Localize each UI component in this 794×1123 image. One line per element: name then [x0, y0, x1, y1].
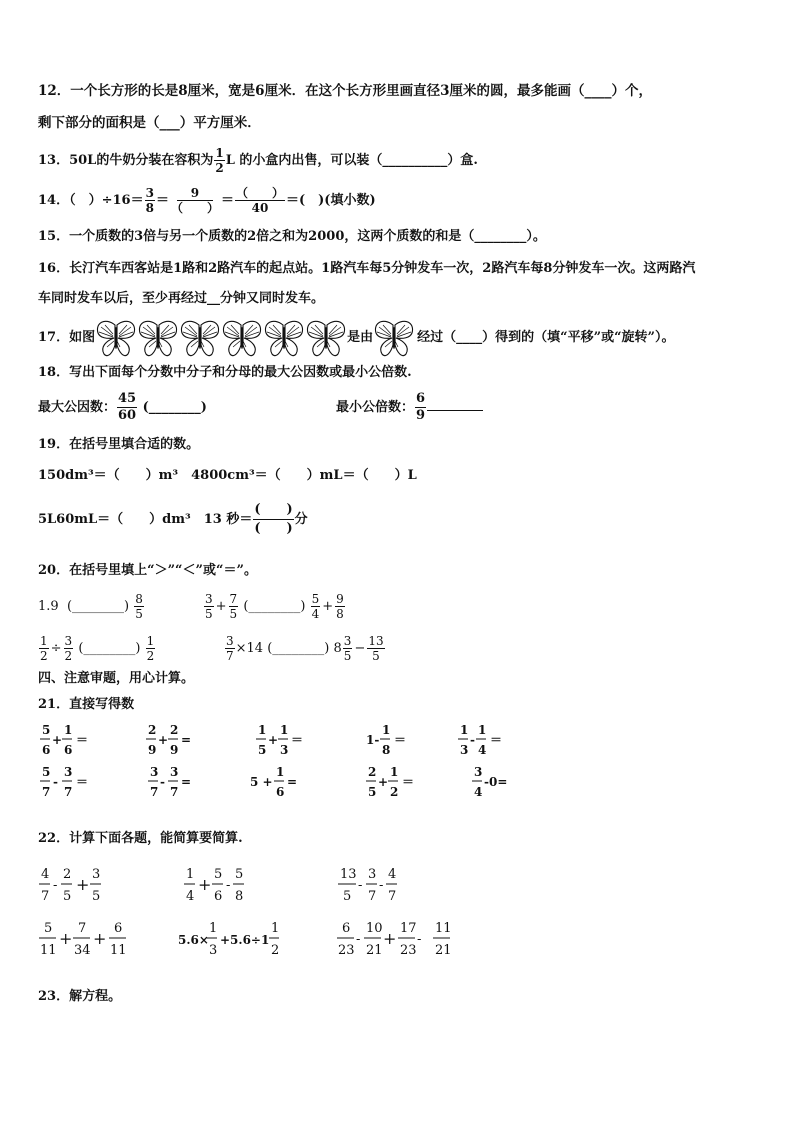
q20-row2-left: $\frac{1}{2}$ ÷ $\frac{3}{2}$ (________) 1 2 — [40, 633, 155, 663]
svg-text:1: 1 — [390, 765, 399, 779]
svg-text:+: + — [59, 929, 73, 948]
svg-text:7: 7 — [388, 889, 397, 904]
svg-text:34: 34 — [74, 943, 91, 958]
svg-text:7: 7 — [150, 785, 159, 799]
q20-row2-right: $\frac{3}{7}$ ×14 (________) 8 3 5 − $\frac{13}{5}$ — [226, 633, 384, 663]
svg-text:9: 9 — [148, 743, 157, 757]
svg-text:=: = — [287, 775, 298, 789]
svg-text:17: 17 — [400, 921, 417, 936]
svg-text:3: 3 — [150, 765, 159, 779]
svg-text:5: 5 — [92, 889, 101, 904]
svg-text:5.6×: 5.6× — [178, 933, 209, 947]
svg-text:+5.6÷1: +5.6÷1 — [220, 933, 270, 947]
svg-text:-: - — [417, 932, 422, 947]
svg-text:7: 7 — [64, 785, 73, 799]
svg-text:3: 3 — [368, 867, 377, 882]
svg-text:23: 23 — [400, 943, 417, 958]
svg-text:2: 2 — [390, 785, 399, 799]
q20-title: 20．在括号里填上“＞”“＜”或“＝”。 — [38, 563, 257, 578]
svg-text:3: 3 — [280, 743, 289, 757]
svg-text:11: 11 — [110, 943, 127, 958]
svg-text:3: 3 — [64, 765, 73, 779]
q12-line1: 12．一个长方形的长是8厘米，宽是6厘米．在这个长方形里画直径3厘米的圆，最多能画（____）个， — [38, 83, 652, 99]
svg-text:7: 7 — [42, 785, 51, 799]
svg-text:+: + — [76, 875, 90, 894]
q23-title: 23．解方程。 — [38, 989, 122, 1004]
butterfly-6 — [308, 321, 345, 355]
q16-line2: 车同时发车以后，至少再经过__分钟又同时发车。 — [38, 291, 325, 306]
svg-text:2: 2 — [368, 765, 377, 779]
svg-text:6: 6 — [114, 921, 123, 936]
svg-text:3: 3 — [92, 867, 101, 882]
svg-text:2: 2 — [271, 943, 280, 958]
q19-line2: 5L60mL＝（ ）dm³ 13 秒＝ ( ) ( ) 分 — [38, 502, 308, 536]
svg-text:7: 7 — [170, 785, 179, 799]
svg-text:5: 5 — [42, 723, 51, 737]
svg-text:＝: ＝ — [402, 775, 415, 789]
svg-text:6: 6 — [64, 743, 73, 757]
svg-text:5: 5 — [42, 765, 51, 779]
svg-text:1: 1 — [280, 723, 289, 737]
svg-text:5: 5 — [63, 889, 72, 904]
q21-expressions — [38, 718, 558, 806]
svg-text:1: 1 — [460, 723, 469, 737]
svg-text:6: 6 — [214, 889, 223, 904]
svg-text:6: 6 — [276, 785, 285, 799]
q13: 13．50L的牛奶分装在容积为 $\frac{1}{2}$ L 的小盒内出售，可以装（__________）盒. — [38, 146, 478, 175]
svg-text:4: 4 — [478, 743, 487, 757]
butterfly-single — [373, 318, 417, 358]
q22-expressions — [38, 862, 468, 962]
svg-text:4: 4 — [388, 867, 397, 882]
svg-text:8: 8 — [235, 889, 244, 904]
q22-title: 22．计算下面各题，能简算要简算. — [38, 831, 243, 846]
svg-text:-: - — [379, 878, 384, 893]
svg-text:+: + — [383, 929, 397, 948]
svg-text:-: - — [226, 878, 231, 893]
q19-line1: 150dm³＝（ ）m³ 4800cm³＝（ ）mL＝（ ）L — [38, 468, 417, 483]
svg-text:7: 7 — [41, 889, 50, 904]
svg-text:5: 5 — [368, 785, 377, 799]
svg-text:2: 2 — [170, 723, 179, 737]
svg-text:1: 1 — [478, 723, 487, 737]
section-4-title: 四、注意审题，用心计算。 — [38, 671, 195, 686]
svg-text:1: 1 — [209, 921, 218, 936]
svg-text:6: 6 — [342, 921, 351, 936]
svg-text:=: = — [181, 775, 192, 789]
svg-text:-: - — [160, 775, 165, 789]
svg-text:21: 21 — [435, 943, 452, 958]
svg-text:3: 3 — [474, 765, 483, 779]
q12-line2: 剩下部分的面积是（___）平方厘米． — [38, 115, 261, 131]
svg-text:7: 7 — [368, 889, 377, 904]
butterfly-5 — [266, 321, 303, 355]
svg-text:1: 1 — [258, 723, 267, 737]
svg-text:4: 4 — [186, 889, 195, 904]
svg-text:＝: ＝ — [394, 733, 407, 747]
svg-text:＝: ＝ — [76, 733, 89, 747]
svg-text:1: 1 — [276, 765, 285, 779]
svg-text:+: + — [198, 875, 212, 894]
svg-text:-: - — [53, 878, 58, 893]
butterfly-2 — [140, 321, 177, 355]
svg-text:5: 5 — [343, 889, 352, 904]
butterfly-row — [95, 318, 347, 358]
svg-text:7: 7 — [78, 921, 87, 936]
svg-text:2: 2 — [148, 723, 157, 737]
svg-text:2: 2 — [63, 867, 72, 882]
svg-text:＝: ＝ — [291, 733, 304, 747]
svg-text:-: - — [356, 932, 361, 947]
q14: 14．（ ）÷16＝ $\frac{3}{8}$ ＝ 9 （ ） ＝ （ ） 40 ＝( )(填小数) — [38, 186, 376, 215]
svg-text:11: 11 — [435, 921, 452, 936]
svg-text:3: 3 — [460, 743, 469, 757]
svg-text:+: + — [268, 733, 279, 747]
q18-title: 18．写出下面每个分数中分子和分母的最大公因数或最小公倍数. — [38, 365, 412, 380]
svg-text:-0=: -0= — [484, 775, 508, 789]
svg-text:5: 5 — [214, 867, 223, 882]
svg-text:1: 1 — [186, 867, 195, 882]
svg-text:＝: ＝ — [76, 775, 89, 789]
svg-text:4: 4 — [41, 867, 50, 882]
svg-text:1: 1 — [271, 921, 280, 936]
butterfly-3 — [182, 321, 219, 355]
svg-text:5: 5 — [258, 743, 267, 757]
q16-line1: 16．长汀汽车西客站是1路和2路汽车的起点站。1路汽车每5分钟发车一次，2路汽车每8分钟发车一次。这两路汽 — [38, 261, 696, 276]
q17: 17．如图 是由 经过（____）得到的（填“平移”或“旋转”）。 — [38, 318, 675, 358]
svg-text:3: 3 — [209, 943, 218, 958]
svg-text:11: 11 — [40, 943, 57, 958]
svg-text:-: - — [53, 775, 58, 789]
svg-text:+: + — [158, 733, 169, 747]
svg-text:=: = — [181, 733, 192, 747]
svg-text:13: 13 — [340, 867, 357, 882]
svg-text:1: 1 — [64, 723, 73, 737]
svg-text:+: + — [378, 775, 389, 789]
svg-text:23: 23 — [338, 943, 355, 958]
svg-text:21: 21 — [366, 943, 383, 958]
svg-text:+: + — [52, 733, 63, 747]
butterfly-4 — [224, 321, 261, 355]
butterfly-1 — [98, 321, 135, 355]
svg-text:8: 8 — [382, 743, 391, 757]
svg-text:＝: ＝ — [490, 733, 503, 747]
svg-text:6: 6 — [42, 743, 51, 757]
q20-row1-right: 3 5 + $\frac{7}{5}$ (________) 5 4 + $\frac{9}{8}$ — [205, 591, 344, 621]
svg-text:10: 10 — [366, 921, 383, 936]
svg-text:1-: 1- — [366, 733, 380, 747]
svg-text:5: 5 — [235, 867, 244, 882]
q20-row1-left: 1.9 (________) 8 5 — [38, 591, 143, 621]
svg-text:9: 9 — [170, 743, 179, 757]
q15: 15．一个质数的3倍与另一个质数的2倍之和为2000，这两个质数的和是（________）。 — [38, 229, 546, 244]
svg-text:4: 4 — [474, 785, 483, 799]
svg-text:+: + — [93, 929, 107, 948]
svg-text:-: - — [470, 733, 475, 747]
q19-title: 19．在括号里填合适的数。 — [38, 437, 200, 452]
svg-text:-: - — [358, 878, 363, 893]
svg-text:3: 3 — [170, 765, 179, 779]
svg-text:5 +: 5 + — [250, 775, 273, 789]
q21-title: 21．直接写得数 — [38, 697, 135, 712]
svg-text:1: 1 — [382, 723, 391, 737]
q18-gcd: 最大公因数： $\frac{45}{60}$ (________) — [38, 391, 207, 423]
svg-text:5: 5 — [44, 921, 53, 936]
q18-lcm: 最小公倍数： $\frac{6}{9}$ — [336, 388, 483, 428]
